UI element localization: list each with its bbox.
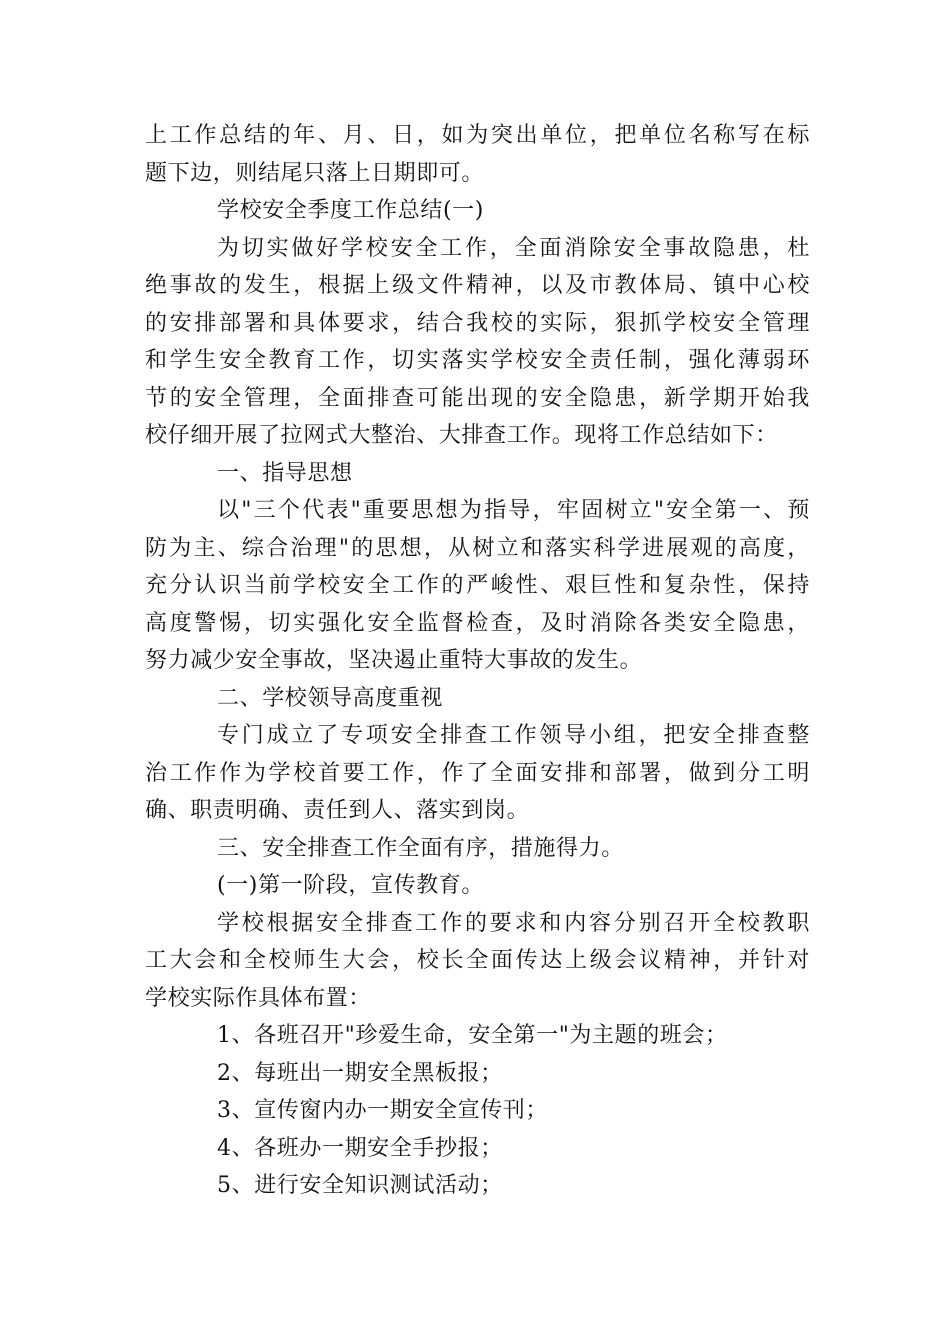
paragraph-item-4	[145, 1130, 810, 1168]
text-line: 专门成立了专项安全排查工作领导小组，把安全排查整	[217, 723, 810, 748]
text-line: 绝事故的发生，根据上级文件精神，以及市教体局、镇中心校	[145, 273, 810, 298]
paragraph-item-5	[145, 1167, 810, 1205]
paragraph-leadership	[145, 717, 810, 830]
text-line: 治工作作为学校首要工作，作了全面安排和部署，做到分工明	[145, 760, 810, 786]
text-line: 二、学校领导高度重视	[217, 685, 444, 711]
text-line: 上工作总结的年、月、日，如为突出单位，把单位名称写在标	[145, 123, 810, 148]
text-line: 以"三个代表"重要思想为指导，牢固树立"安全第一、预	[217, 498, 810, 523]
paragraph-heading-2	[145, 680, 810, 718]
text-line: 学校安全季度工作总结(一)	[217, 198, 484, 223]
text-line: 为切实做好学校安全工作，全面消除安全事故隐患，杜	[217, 235, 810, 261]
paragraph-heading-3	[145, 830, 810, 868]
text-line: 学校实际作具体布置：	[145, 985, 372, 1011]
paragraph-intro-continuation	[145, 117, 810, 192]
text-line: 题下边，则结尾只落上日期即可。	[145, 160, 485, 186]
text-line: 1、各班召开"珍爱生命，安全第一"为主题的班会；	[217, 1023, 728, 1048]
text-line: 的安排部署和具体要求，结合我校的实际，狠抓学校安全管理	[145, 310, 810, 336]
paragraph-heading-1	[145, 455, 810, 493]
paragraph-guiding-thought	[145, 492, 810, 680]
text-line: 防为主、综合治理"的思想，从树立和落实科学进展观的高度，	[145, 535, 810, 561]
paragraph-item-2	[145, 1055, 810, 1093]
text-line: 节的安全管理，全面排查可能出现的安全隐患，新学期开始我	[145, 385, 810, 411]
text-line: 确、职责明确、责任到人、落实到岗。	[145, 798, 530, 823]
paragraph-item-3	[145, 1092, 810, 1130]
text-line: 工大会和全校师生大会，校长全面传达上级会议精神，并针对	[145, 948, 810, 973]
text-line: 和学生安全教育工作，切实落实学校安全责任制，强化薄弱环	[145, 348, 810, 373]
text-line: 充分认识当前学校安全工作的严峻性、艰巨性和复杂性，保持	[145, 573, 810, 598]
text-line: (一)第一阶段，宣传教育。	[217, 873, 484, 898]
text-line: 4、各班办一期安全手抄报；	[217, 1135, 503, 1161]
text-line: 校仔细开展了拉网式大整治、大排查工作。现将工作总结如下：	[145, 423, 778, 448]
paragraph-item-1	[145, 1017, 810, 1055]
text-line: 2、每班出一期安全黑板报；	[217, 1060, 503, 1086]
text-line: 3、宣传窗内办一期安全宣传刊；	[217, 1098, 548, 1123]
paragraph-stage-1-body	[145, 905, 810, 1018]
paragraph-opening	[145, 230, 810, 455]
text-line: 高度警惕，切实强化安全监督检查，及时消除各类安全隐患，	[145, 610, 810, 636]
text-line: 努力减少安全事故，坚决遏止重特大事故的发生。	[145, 648, 643, 673]
text-line: 5、进行安全知识测试活动；	[217, 1173, 503, 1198]
text-line: 学校根据安全排查工作的要求和内容分别召开全校教职	[217, 910, 810, 936]
document-body	[145, 117, 810, 1205]
paragraph-stage-1	[145, 867, 810, 905]
text-line: 一、指导思想	[217, 460, 353, 486]
text-line: 三、安全排查工作全面有序，措施得力。	[217, 835, 624, 861]
paragraph-section-title	[145, 192, 810, 230]
